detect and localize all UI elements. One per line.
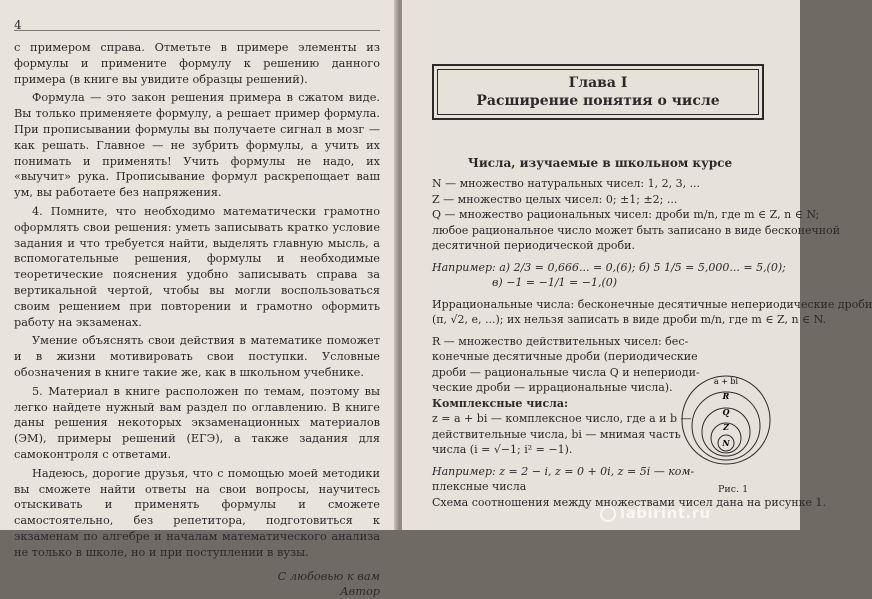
rational-note: любое рациональное число может быть записано в виде бесконечной [432,223,841,237]
rational-numbers-definition: Q — множество рациональных чисел: дроби m/n, где m ∈ Z, n ∈ N; [432,208,820,221]
real-numbers-line: R — множество действительных чисел: бес- [432,334,689,348]
signature-author: Автор [340,584,380,598]
real-numbers-line: ческие дроби — иррациональные числа). [432,381,673,394]
paragraph: 4. Помните, что необходимо математически грамотно оформлять свои решения: уметь записывать кратко условие задания и что требуется найти, выделять главную мысль, а вспомогательные решения, формулы и необходимые теоретические пояснения удобно записывать справа за вертикальной чертой, чтобы вы могли воспользоваться своим решением при повторении и грамотно оформить работу на экзаменах. [14,204,380,329]
chapter-heading-box [432,64,764,120]
page-number: 4 [14,18,22,32]
integer-numbers-definition: Z — множество целых чисел: 0; ±1; ±2; ... [432,192,678,206]
example-line: Например: z = 2 − i, z = 0 + 0i, z = 5i — ком- [432,464,695,478]
paragraph: Формула — это закон решения примера в сжатом виде. Вы только применяете формулу, а решает пример формула. При прописывании формулы вы получаете сигнал в мозг — как решать. Главное — не зубрить формулы, а учить их понимать и применять! Учить формулы не надо, их «выучит» рука. Прописывание формул раскрепощает ваш ум, вы работаете без напряжения. [14,91,380,200]
rational-set-label: Q [722,407,730,417]
example-line: в) −1 = −1/1 = −1,(0) [492,276,618,289]
complex-numbers-line: действительные числа, bi — мнимая часть [432,427,681,441]
natural-numbers-definition: N — множество натуральных чисел: 1, 2, 3, ... [432,177,701,190]
complex-set-label: a + bi [713,377,739,386]
paragraph: Умение объяснять свои действия в математике поможет и в жизни мотивировать свои поступки. Условные обозначения в книге такие же, как в школьном учебнике. [14,334,380,379]
paragraph: Надеюсь, дорогие друзья, что с помощью моей методики вы сможете найти ответы на свои вопросы, научитесь отыскивать и применять формулы и сможете самостоятельно, без репетитора, подготовиться к экзаменам по алгебре и началам математического анализа не только в школе, но и при поступлении в вузы. [14,466,380,559]
watermark-logo-icon [600,506,616,522]
signature [14,569,380,599]
example-line: Например: а) 2/3 = 0,666... = 0,(6); б) 5 1/5 = 5,000... = 5,(0); [432,260,786,274]
section-title: Числа, изучаемые в школьном курсе [467,156,733,170]
watermark-text: labirint.ru [620,504,711,522]
irrational-definition: Иррациональные числа: бесконечные десятичные непериодические дроби [432,297,872,311]
figure-caption: Рис. 1 [718,484,749,495]
example-line: плексные числа [432,480,527,493]
complex-numbers-line: числа (i = √−1; i² = −1). [432,443,573,456]
real-numbers-line: дроби — рациональные числа Q и непериоди- [432,365,700,379]
paragraph: с примером справа. Отметьте в примере элементы из формулы и примените формулу к решению данного примера (в книге вы увидите образцы решений). [14,41,380,86]
right-page [402,0,872,530]
left-page [0,0,398,598]
chapter-heading-inner [437,69,759,115]
signature-line: С любовью к вам [277,569,380,583]
scheme-note: Схема соотношения между множествами чисел дана на рисунке 1. [432,495,827,509]
watermark [600,504,711,522]
chapter-title: Расширение понятия о числе [476,93,720,109]
number-sets-diagram [678,346,774,486]
integer-set-label: Z [723,422,729,432]
real-numbers-line: конечные десятичные дроби (периодические [432,350,698,363]
irrational-definition: (π, √2, e, ...); их нельзя записать в виде дроби m/n, где m ∈ Z, n ∈ N. [432,313,827,326]
left-page-body [14,40,380,599]
rational-note: десятичной периодической дроби. [432,239,635,252]
header-rule [14,30,380,31]
chapter-label: Глава I [568,75,628,91]
real-numbers-definition [432,334,700,495]
complex-numbers-title: Комплексные числа: [432,396,569,410]
complex-numbers-line: z = a + bi — комплексное число, где a и b — [432,412,692,425]
paragraph: 5. Материал в книге расположен по темам, поэтому вы легко найдете нужный вам раздел по оглавлению. В книге даны решения некоторых экзаменационных материалов (ЭМ), примеры решений (ЕГЭ), а также задания для самоконтроля с ответами. [14,384,380,461]
natural-set-label: N [722,438,730,448]
real-set-label: R [722,391,730,401]
